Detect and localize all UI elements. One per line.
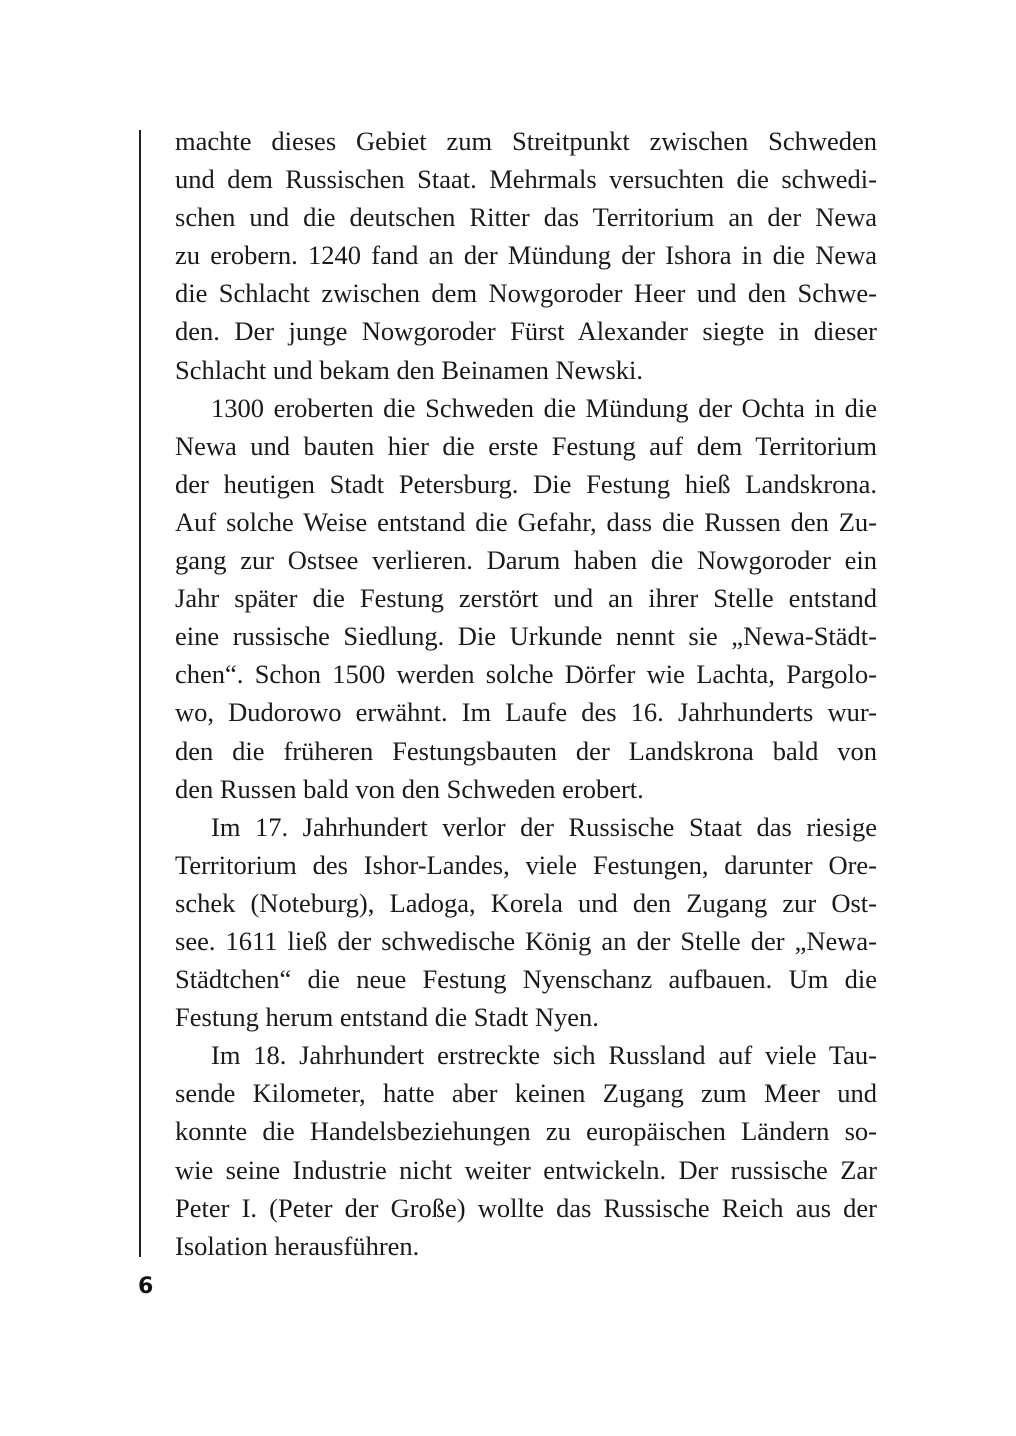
text-line: konnte die Handelsbeziehungen zu europäischen Ländern so-: [175, 1116, 877, 1147]
text-line: wo, Dudorowo erwähnt. Im Laufe des 16. Jahrhunderts wur-: [175, 697, 877, 728]
text-line: eine russische Siedlung. Die Urkunde nennt sie „Newa-Städt-: [175, 621, 877, 652]
text-line: Im 17. Jahrhundert verlor der Russische Staat das riesige: [211, 811, 877, 842]
body-text: [175, 122, 877, 1265]
text-line: Isolation herausführen.: [175, 1230, 420, 1261]
text-line: Festung herum entstand die Stadt Nyen.: [175, 1002, 599, 1033]
text-line: machte dieses Gebiet zum Streitpunkt zwischen Schweden: [175, 126, 877, 156]
text-line: Newa und bauten hier die erste Festung auf dem Territorium: [175, 430, 877, 461]
text-line: Jahr später die Festung zerstört und an ihrer Stelle entstand: [175, 583, 877, 614]
text-line: schen und die deutschen Ritter das Territorium an der Newa: [175, 202, 877, 233]
paragraph: [175, 389, 877, 808]
text-line: chen“. Schon 1500 werden solche Dörfer wie Lachta, Pargolo-: [175, 659, 877, 690]
text-line: der heutigen Stadt Petersburg. Die Festung hieß Landskrona.: [175, 468, 877, 499]
text-line: und dem Russischen Staat. Mehrmals versuchten die schwedi-: [175, 164, 877, 195]
text-line: 1300 eroberten die Schweden die Mündung der Ochta in die: [211, 392, 877, 423]
text-line: see. 1611 ließ der schwedische König an der Stelle der „Newa-: [175, 925, 877, 956]
text-line: zu erobern. 1240 fand an der Mündung der Ishora in die Newa: [175, 240, 877, 271]
text-line: die Schlacht zwischen dem Nowgoroder Heer und den Schwe-: [175, 278, 877, 309]
paragraph: [175, 808, 877, 1037]
text-line: gang zur Ostsee verlieren. Darum haben die Nowgoroder ein: [175, 545, 877, 576]
text-line: den. Der junge Nowgoroder Fürst Alexander siegte in dieser: [175, 316, 877, 347]
text-line: den die früheren Festungsbauten der Landskrona bald von: [175, 735, 877, 766]
paragraph: [175, 122, 877, 389]
text-line: Schlacht und bekam den Beinamen Newski.: [175, 354, 644, 385]
text-line: schek (Noteburg), Ladoga, Korela und den Zugang zur Ost-: [175, 887, 877, 918]
margin-rule: [139, 130, 141, 1257]
page-number: 6: [138, 1274, 154, 1299]
text-line: wie seine Industrie nicht weiter entwickeln. Der russische Zar: [175, 1154, 877, 1185]
text-line: Im 18. Jahrhundert erstreckte sich Russland auf viele Tau-: [211, 1040, 877, 1071]
paragraph: [175, 1036, 877, 1265]
text-line: den Russen bald von den Schweden erobert.: [175, 773, 644, 804]
text-line: Peter I. (Peter der Große) wollte das Russische Reich aus der: [175, 1192, 877, 1223]
text-line: Auf solche Weise entstand die Gefahr, dass die Russen den Zu-: [175, 506, 877, 537]
text-line: sende Kilometer, hatte aber keinen Zugang zum Meer und: [175, 1078, 877, 1109]
text-line: Territorium des Ishor-Landes, viele Festungen, darunter Ore-: [175, 849, 877, 880]
text-line: Städtchen“ die neue Festung Nyenschanz aufbauen. Um die: [175, 964, 877, 995]
